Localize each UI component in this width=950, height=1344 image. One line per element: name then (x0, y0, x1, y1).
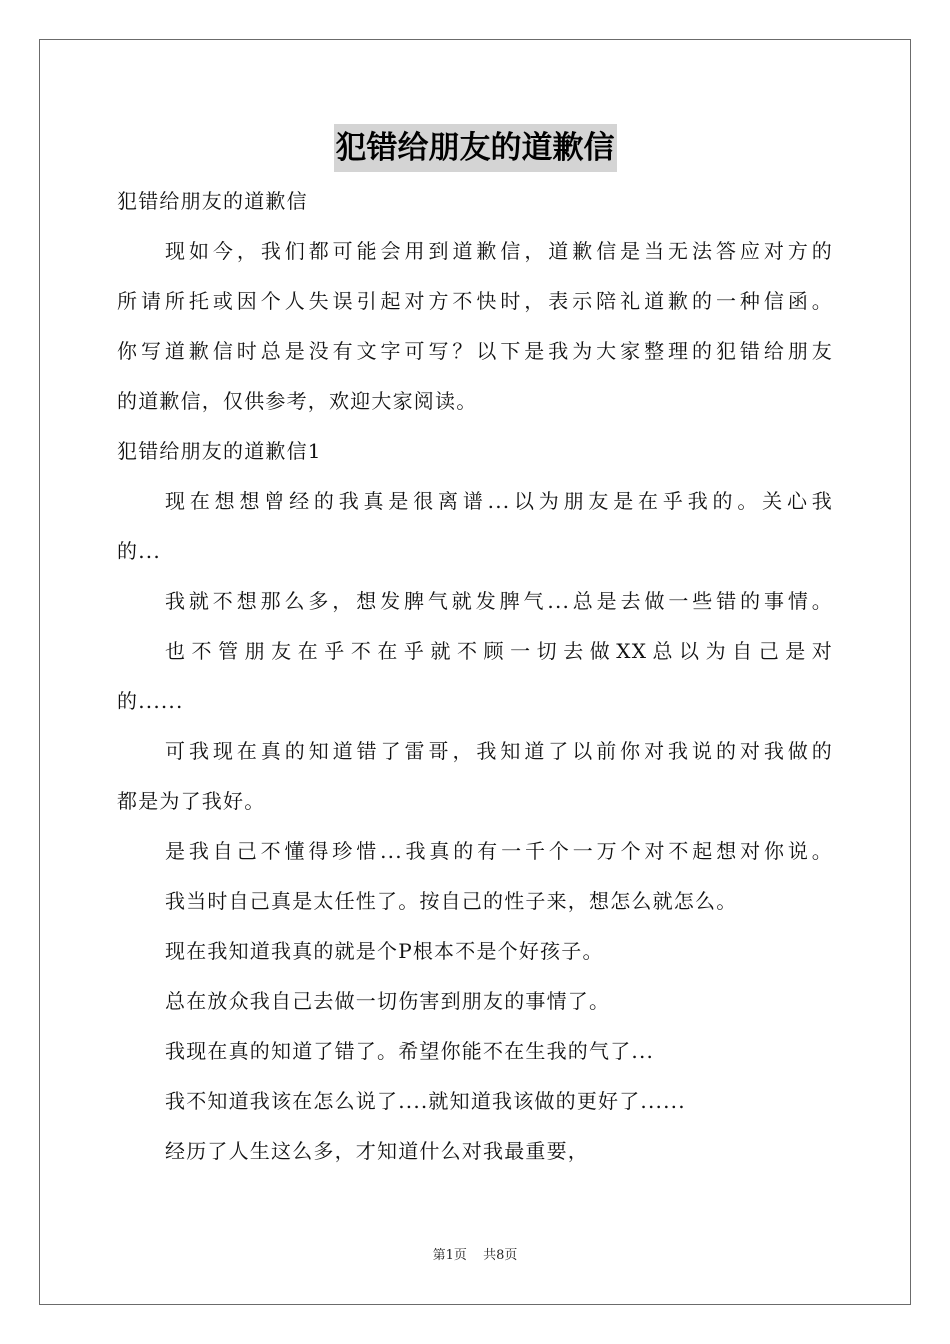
page-footer (0, 1246, 950, 1266)
text-line: 都是为了我好。 (117, 789, 266, 813)
text-line: 现在想想曾经的我真是很离谱...以为朋友是在乎我的。关心我 (165, 489, 833, 513)
text-line: 是我自己不懂得珍惜...我真的有一千个一万个对不起想对你说。 (165, 839, 833, 863)
text-line: 我不知道我该在怎么说了....就知道我该做的更好了...... (165, 1089, 686, 1113)
text-line: 我就不想那么多，想发脾气就发脾气...总是去做一些错的事情。 (165, 589, 833, 613)
document-title: 犯错给朋友的道歉信 (334, 124, 617, 172)
text-line: 的... (117, 539, 161, 563)
text-line: 犯错给朋友的道歉信 (117, 189, 308, 213)
title-container (0, 124, 950, 172)
page-number: 第1页 (432, 1248, 467, 1263)
text-line: 我现在真的知道了错了。希望你能不在生我的气了... (165, 1039, 655, 1063)
page-total: 共8页 (483, 1248, 518, 1263)
text-line: 犯错给朋友的道歉信1 (117, 439, 322, 463)
text-line: 也不管朋友在乎不在乎就不顾一切去做XX总以为自己是对 (165, 639, 833, 663)
text-line: 的...... (117, 689, 184, 713)
text-line: 你写道歉信时总是没有文字可写？以下是我为大家整理的犯错给朋友 (117, 339, 833, 363)
text-line: 的道歉信，仅供参考，欢迎大家阅读。 (117, 389, 478, 413)
text-line: 现如今，我们都可能会用到道歉信，道歉信是当无法答应对方的 (165, 239, 833, 263)
text-line: 现在我知道我真的就是个P根本不是个好孩子。 (165, 939, 604, 963)
text-line: 总在放众我自己去做一切伤害到朋友的事情了。 (165, 989, 611, 1013)
text-line: 所请所托或因个人失误引起对方不快时，表示陪礼道歉的一种信函。 (117, 289, 833, 313)
text-line: 我当时自己真是太任性了。按自己的性子来，想怎么就怎么。 (165, 889, 738, 913)
text-line: 经历了人生这么多，才知道什么对我最重要， (165, 1139, 589, 1163)
text-line: 可我现在真的知道错了雷哥，我知道了以前你对我说的对我做的 (165, 739, 833, 763)
document-body (117, 176, 833, 1176)
